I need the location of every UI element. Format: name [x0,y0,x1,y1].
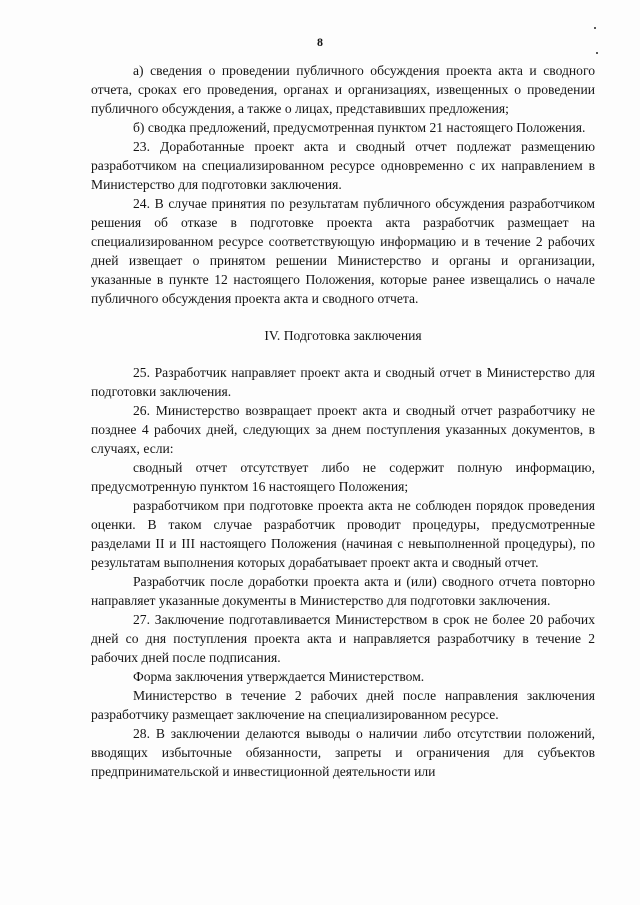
paragraph-25: 25. Разработчик направляет проект акта и сводный отчет в Министерство для подготовки заключения. [91,365,595,399]
scan-speck [594,27,596,29]
paragraph-28: 28. В заключении делаются выводы о наличии либо отсутствии положений, вводящих избыточные обязанности, запреты и ограничения для субъектов предпринимательской и инвестиционной деятельности или [91,726,595,779]
paragraph-23: 23. Доработанные проект акта и сводный отчет подлежат размещению разработчиком на специализированном ресурсе одновременно с их направлением в Министерство для подготовки заключения. [91,139,595,192]
page-number: 8 [317,35,323,49]
paragraph-26-resubmit: Разработчик после доработки проекта акта и (или) сводного отчета повторно направляет указанные документы в Министерство для подготовки заключения. [91,574,595,608]
document-body [91,61,595,781]
paragraph-27-publication: Министерство в течение 2 рабочих дней после направления заключения разработчику размещает заключение на специализированном ресурсе. [91,688,595,722]
paragraph-b: б) сводка предложений, предусмотренная пунктом 21 настоящего Положения. [133,120,586,135]
paragraph-24: 24. В случае принятия по результатам публичного обсуждения разработчиком решения об отказе в подготовке проекта акта разработчик размещает на специализированном ресурсе соответствующую информацию и в течение 2 рабочих дней извещает о принятом решении Министерство и органы и организации, указанные в пункте 12 настоящего Положения, которые ранее извещались о начале публичного обсуждения проекта акта и сводного отчета. [91,196,595,306]
paragraph-26-case-2: разработчиком при подготовке проекта акта не соблюден порядок проведения оценки. В таком случае разработчик проводит процедуры, предусмотренные разделами II и III настоящего Положения (начиная с невыполненной процедуры), по результатам выполнения которых дорабатывает проект акта и сводный отчет. [91,498,595,570]
paragraph-27: 27. Заключение подготавливается Министерством в срок не более 20 рабочих дней со дня поступления проекта акта и направляется разработчику в течение 2 рабочих дней после подписания. [91,612,595,665]
paragraph-a: а) сведения о проведении публичного обсуждения проекта акта и сводного отчета, сроках его проведения, органах и организациях, извещенных о проведении публичного обсуждения, а также о лицах, представивших предложения; [91,63,595,116]
paragraph-27-form: Форма заключения утверждается Министерством. [133,669,425,684]
paragraph-26: 26. Министерство возвращает проект акта и сводный отчет разработчику не позднее 4 рабочих дней, следующих за днем поступления указанных документов, в случаях, если: [91,403,595,456]
scan-speck [596,52,598,54]
paragraph-26-case-1: сводный отчет отсутствует либо не содержит полную информацию, предусмотренную пунктом 16 настоящего Положения; [91,460,595,494]
section-heading: IV. Подготовка заключения [264,328,422,343]
